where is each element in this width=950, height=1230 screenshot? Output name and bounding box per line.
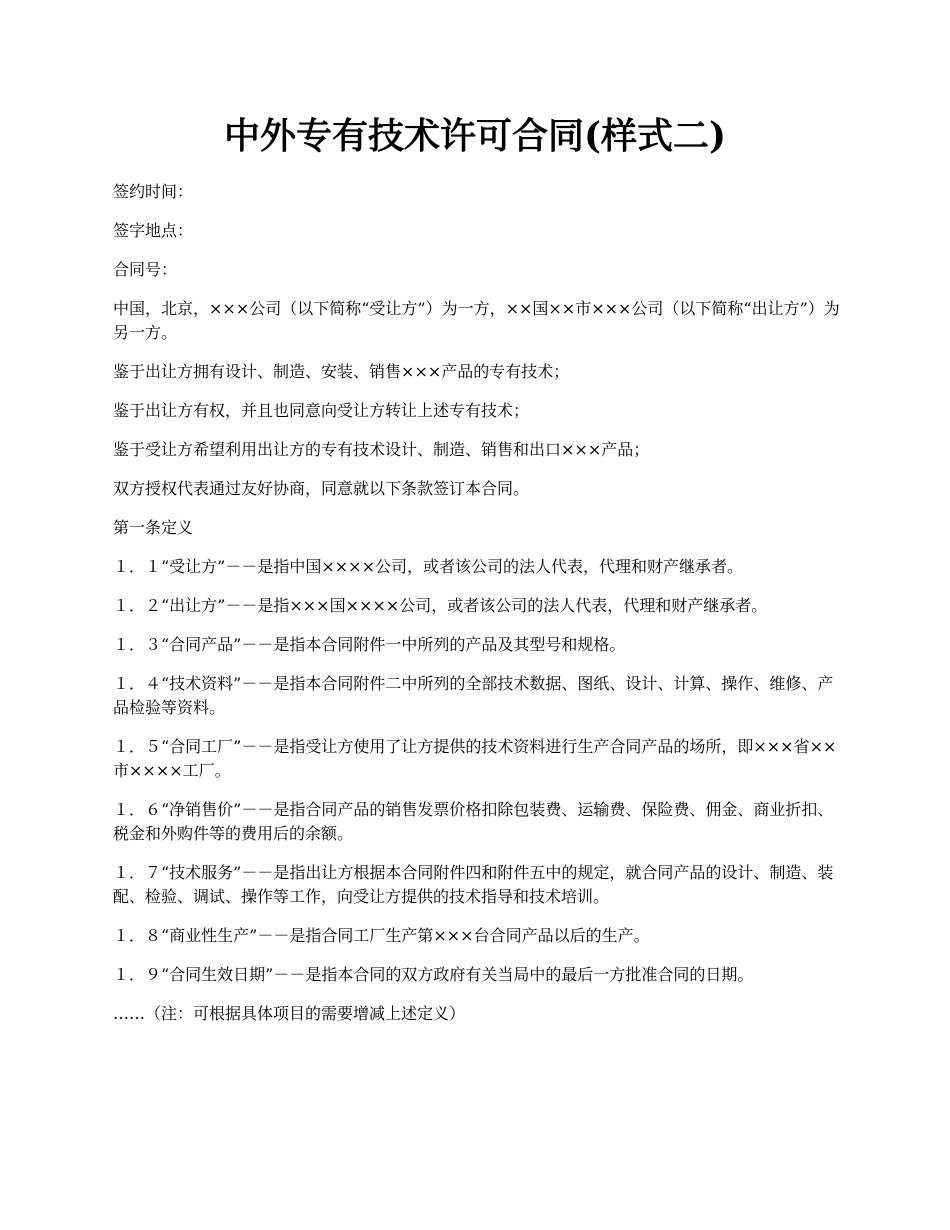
recital-paragraph: 鉴于出让方有权，并且也同意向受让方转让上述专有技术； [113,401,530,420]
signing-place-field: 签字地点： [113,221,194,240]
agreement-paragraph: 双方授权代表通过友好协商，同意就以下条款签订本合同。 [113,479,530,498]
definition-clause: １．５“合同工厂”－－是指受让方使用了让方提供的技术资料进行生产合同产品的场所，即×××省××市××××工厂。 [113,737,837,780]
definitions-note: ……（注：可根据具体项目的需要增减上述定义） [113,1004,466,1023]
definition-clause: １．１“受让方”－－是指中国××××公司，或者该公司的法人代表，代理和财产继承者。 [113,557,743,576]
definition-clause: １．２“出让方”－－是指×××国××××公司，或者该公司的法人代表，代理和财产继承者。 [113,596,768,615]
document-body [113,180,843,1041]
definition-clause: １．４“技术资料”－－是指本合同附件二中所列的全部技术数据、图纸、设计、计算、操作、维修、产品检验等资料。 [113,674,834,717]
signing-time-field: 签约时间： [113,182,194,201]
parties-paragraph: 中国，北京，×××公司（以下简称“受让方”）为一方，××国××市×××公司（以下简称“出让方”）为另一方。 [113,299,840,342]
recital-paragraph: 鉴于受让方希望利用出让方的专有技术设计、制造、销售和出口×××产品； [113,440,650,459]
definition-clause: １．６“净销售价”－－是指合同产品的销售发票价格扣除包装费、运输费、保险费、佣金、商业折扣、税金和外购件等的费用后的余额。 [113,800,834,843]
contract-number-field: 合同号： [113,260,178,279]
definition-clause: １．３“合同产品”－－是指本合同附件一中所列的产品及其型号和规格。 [113,635,626,654]
document-title: 中外专有技术许可合同(样式二) [223,115,727,157]
article-heading: 第一条定义 [113,518,194,537]
definition-clause: １．７“技术服务”－－是指出让方根据本合同附件四和附件五中的规定，就合同产品的设计、制造、装配、检验、调试、操作等工作，向受让方提供的技术指导和技术培训。 [113,863,834,906]
definition-clause: １．９“合同生效日期”－－是指本合同的双方政府有关当局中的最后一方批准合同的日期。 [113,965,754,984]
recital-paragraph: 鉴于出让方拥有设计、制造、安装、销售×××产品的专有技术； [113,362,570,381]
definition-clause: １．８“商业性生产”－－是指合同工厂生产第×××台合同产品以后的生产。 [113,926,650,945]
